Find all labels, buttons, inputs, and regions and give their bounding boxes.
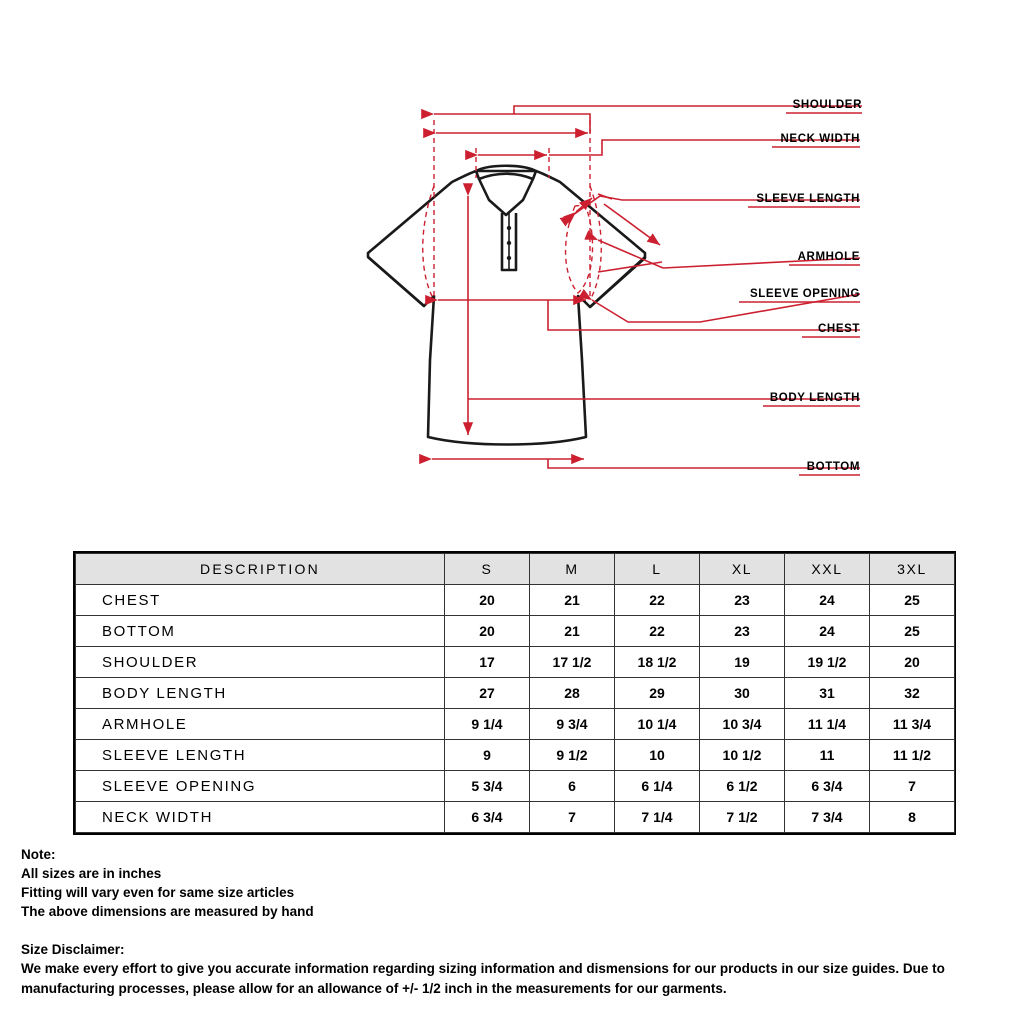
callout-label-shoulder: SHOULDER [792, 99, 862, 111]
cell-armhole-3xl: 11 3/4 [870, 709, 955, 740]
column-header-l: L [615, 554, 700, 585]
callout-label-neck-width: NECK WIDTH [780, 133, 860, 145]
cell-sleeve-opening-l: 6 1/4 [615, 771, 700, 802]
row-label-bottom: BOTTOM [76, 616, 445, 647]
cell-body-length-m: 28 [530, 678, 615, 709]
cell-sleeve-opening-s: 5 3/4 [445, 771, 530, 802]
cell-armhole-l: 10 1/4 [615, 709, 700, 740]
notes-section [21, 845, 1001, 998]
cell-sleeve-opening-3xl: 7 [870, 771, 955, 802]
cell-neck-width-l: 7 1/4 [615, 802, 700, 833]
notes-spacer [21, 921, 1001, 940]
cell-body-length-l: 29 [615, 678, 700, 709]
column-header-3xl: 3XL [870, 554, 955, 585]
note-line-1: All sizes are in inches [21, 866, 162, 881]
cell-sleeve-length-3xl: 11 1/2 [870, 740, 955, 771]
cell-sleeve-length-m: 9 1/2 [530, 740, 615, 771]
callout-label-armhole: ARMHOLE [797, 251, 860, 263]
cell-sleeve-length-l: 10 [615, 740, 700, 771]
cell-chest-m: 21 [530, 585, 615, 616]
cell-sleeve-length-xl: 10 1/2 [700, 740, 785, 771]
cell-body-length-s: 27 [445, 678, 530, 709]
column-header-xxl: XXL [785, 554, 870, 585]
callout-label-bottom: BOTTOM [806, 461, 860, 473]
column-header-m: M [530, 554, 615, 585]
column-header-xl: XL [700, 554, 785, 585]
row-label-armhole: ARMHOLE [76, 709, 445, 740]
cell-armhole-xl: 10 3/4 [700, 709, 785, 740]
size-chart-table-container [73, 551, 956, 835]
table-row [76, 709, 955, 740]
cell-bottom-xl: 23 [700, 616, 785, 647]
callout-label-body-length: BODY LENGTH [769, 392, 860, 404]
size-chart-table [75, 553, 955, 833]
cell-bottom-s: 20 [445, 616, 530, 647]
note-heading: Note: [21, 847, 56, 862]
cell-shoulder-xxl: 19 1/2 [785, 647, 870, 678]
cell-armhole-s: 9 1/4 [445, 709, 530, 740]
cell-shoulder-3xl: 20 [870, 647, 955, 678]
cell-neck-width-3xl: 8 [870, 802, 955, 833]
table-header-row [76, 554, 955, 585]
table-row [76, 585, 955, 616]
cell-neck-width-xl: 7 1/2 [700, 802, 785, 833]
row-label-sleeve-opening: SLEEVE OPENING [76, 771, 445, 802]
table-row [76, 771, 955, 802]
cell-chest-xxl: 24 [785, 585, 870, 616]
shirt-outline [368, 166, 645, 445]
cell-body-length-3xl: 32 [870, 678, 955, 709]
row-label-sleeve-length: SLEEVE LENGTH [76, 740, 445, 771]
cell-sleeve-length-xxl: 11 [785, 740, 870, 771]
cell-shoulder-xl: 19 [700, 647, 785, 678]
cell-armhole-m: 9 3/4 [530, 709, 615, 740]
table-row [76, 678, 955, 709]
table-row [76, 647, 955, 678]
table-row [76, 802, 955, 833]
column-header-s: S [445, 554, 530, 585]
cell-chest-s: 20 [445, 585, 530, 616]
disclaimer-text: We make every effort to give you accurate information regarding sizing information and dismensions for our products in our size guides. Due to manufacturing processes, please allow for an allowance of +/- 1/2 inch in the measurements for our garments. [21, 961, 945, 996]
cell-bottom-m: 21 [530, 616, 615, 647]
note-line-3: The above dimensions are measured by hand [21, 904, 314, 919]
row-label-shoulder: SHOULDER [76, 647, 445, 678]
disclaimer-heading: Size Disclaimer: [21, 942, 125, 957]
table-row [76, 616, 955, 647]
cell-shoulder-s: 17 [445, 647, 530, 678]
cell-body-length-xxl: 31 [785, 678, 870, 709]
cell-bottom-xxl: 24 [785, 616, 870, 647]
row-label-body-length: BODY LENGTH [76, 678, 445, 709]
column-header-description: DESCRIPTION [76, 554, 445, 585]
row-label-neck-width: NECK WIDTH [76, 802, 445, 833]
row-label-chest: CHEST [76, 585, 445, 616]
cell-neck-width-m: 7 [530, 802, 615, 833]
cell-sleeve-length-s: 9 [445, 740, 530, 771]
cell-bottom-l: 22 [615, 616, 700, 647]
cell-sleeve-opening-m: 6 [530, 771, 615, 802]
cell-shoulder-m: 17 1/2 [530, 647, 615, 678]
cell-chest-xl: 23 [700, 585, 785, 616]
cell-armhole-xxl: 11 1/4 [785, 709, 870, 740]
cell-shoulder-l: 18 1/2 [615, 647, 700, 678]
cell-chest-3xl: 25 [870, 585, 955, 616]
cell-neck-width-s: 6 3/4 [445, 802, 530, 833]
cell-sleeve-opening-xxl: 6 3/4 [785, 771, 870, 802]
cell-body-length-xl: 30 [700, 678, 785, 709]
cell-neck-width-xxl: 7 3/4 [785, 802, 870, 833]
measure-arrows [432, 106, 862, 468]
table-row [76, 740, 955, 771]
callout-label-sleeve-opening: SLEEVE OPENING [749, 288, 860, 300]
callout-label-sleeve-length: SLEEVE LENGTH [756, 193, 860, 205]
callout-label-chest: CHEST [818, 323, 860, 335]
cell-chest-l: 22 [615, 585, 700, 616]
cell-bottom-3xl: 25 [870, 616, 955, 647]
note-line-2: Fitting will vary even for same size articles [21, 885, 295, 900]
cell-sleeve-opening-xl: 6 1/2 [700, 771, 785, 802]
